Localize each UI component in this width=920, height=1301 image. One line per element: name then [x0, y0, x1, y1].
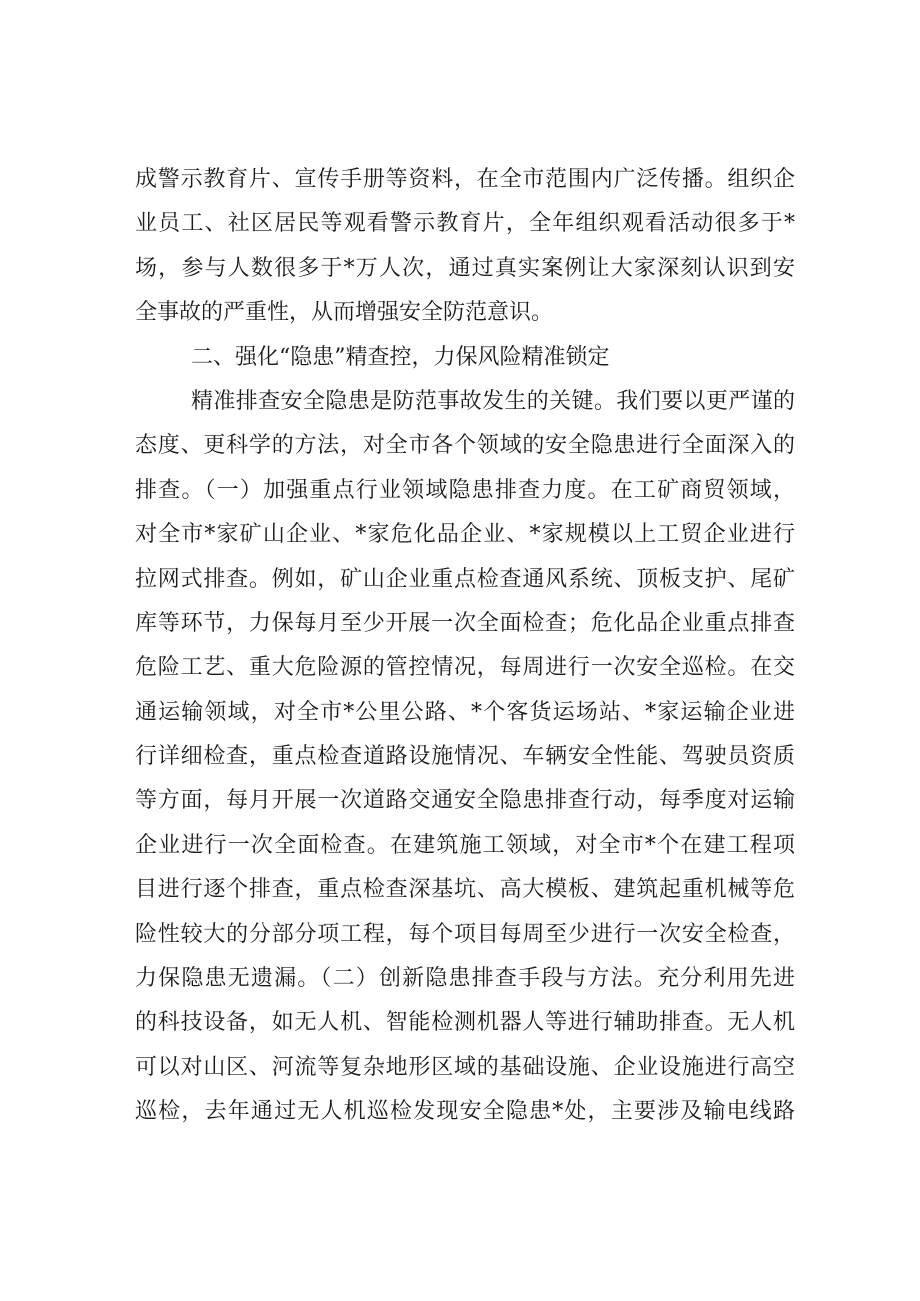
paragraph-line: 精准排查安全隐患是防范事故发生的关键。我们要以更严谨的 [191, 388, 795, 414]
paragraph-line: 排查。（一）加强重点行业领域隐患排查力度。在工矿商贸领域， [135, 477, 795, 503]
paragraph-line: 巡检，去年通过无人机巡检发现安全隐患*处，主要涉及输电线路 [135, 1099, 795, 1125]
document-body [135, 158, 795, 1135]
paragraph-line: 业员工、社区居民等观看警示教育片，全年组织观看活动很多于* [135, 211, 795, 237]
paragraph-line: 的科技设备，如无人机、智能检测机器人等进行辅助排查。无人机 [135, 1010, 795, 1036]
paragraph-line: 成警示教育片、宣传手册等资料，在全市范围内广泛传播。组织企 [135, 167, 795, 192]
paragraph-line: 全事故的严重性，从而增强安全防范意识。 [135, 300, 554, 326]
paragraph-line: 险性较大的分部分项工程，每个项目每周至少进行一次安全检查， [135, 921, 795, 947]
paragraph-line: 拉网式排查。例如，矿山企业重点检查通风系统、顶板支护、尾矿 [135, 566, 795, 592]
paragraph-line: 等方面，每月开展一次道路交通安全隐患排查行动，每季度对运输 [135, 788, 795, 814]
paragraph-line: 企业进行一次全面检查。在建筑施工领域，对全市*个在建工程项 [135, 832, 795, 858]
paragraph-1 [135, 158, 795, 336]
paragraph-line: 态度、更科学的方法，对全市各个领域的安全隐患进行全面深入的 [135, 433, 795, 459]
paragraph-line: 行详细检查，重点检查道路设施情况、车辆安全性能、驾驶员资质 [135, 744, 795, 770]
paragraph-line: 力保隐患无遗漏。（二）创新隐患排查手段与方法。充分利用先进 [135, 966, 795, 992]
section-heading: 二、强化“隐患”精查控，力保风险精准锁定 [191, 344, 610, 370]
paragraph-line: 目进行逐个排查，重点检查深基坑、高大模板、建筑起重机械等危 [135, 877, 795, 903]
paragraph-2 [135, 380, 795, 1135]
paragraph-line: 可以对山区、河流等复杂地形区域的基础设施、企业设施进行高空 [135, 1054, 795, 1080]
paragraph-line: 库等环节，力保每月至少开展一次全面检查；危化品企业重点排查 [135, 610, 795, 636]
paragraph-line: 场，参与人数很多于*万人次，通过真实案例让大家深刻认识到安 [135, 255, 795, 281]
paragraph-line: 危险工艺、重大危险源的管控情况，每周进行一次安全巡检。在交 [135, 655, 795, 681]
paragraph-line: 对全市*家矿山企业、*家危化品企业、*家规模以上工贸企业进行 [135, 522, 795, 548]
paragraph-line: 通运输领域，对全市*公里公路、*个客货运场站、*家运输企业进 [135, 699, 795, 725]
